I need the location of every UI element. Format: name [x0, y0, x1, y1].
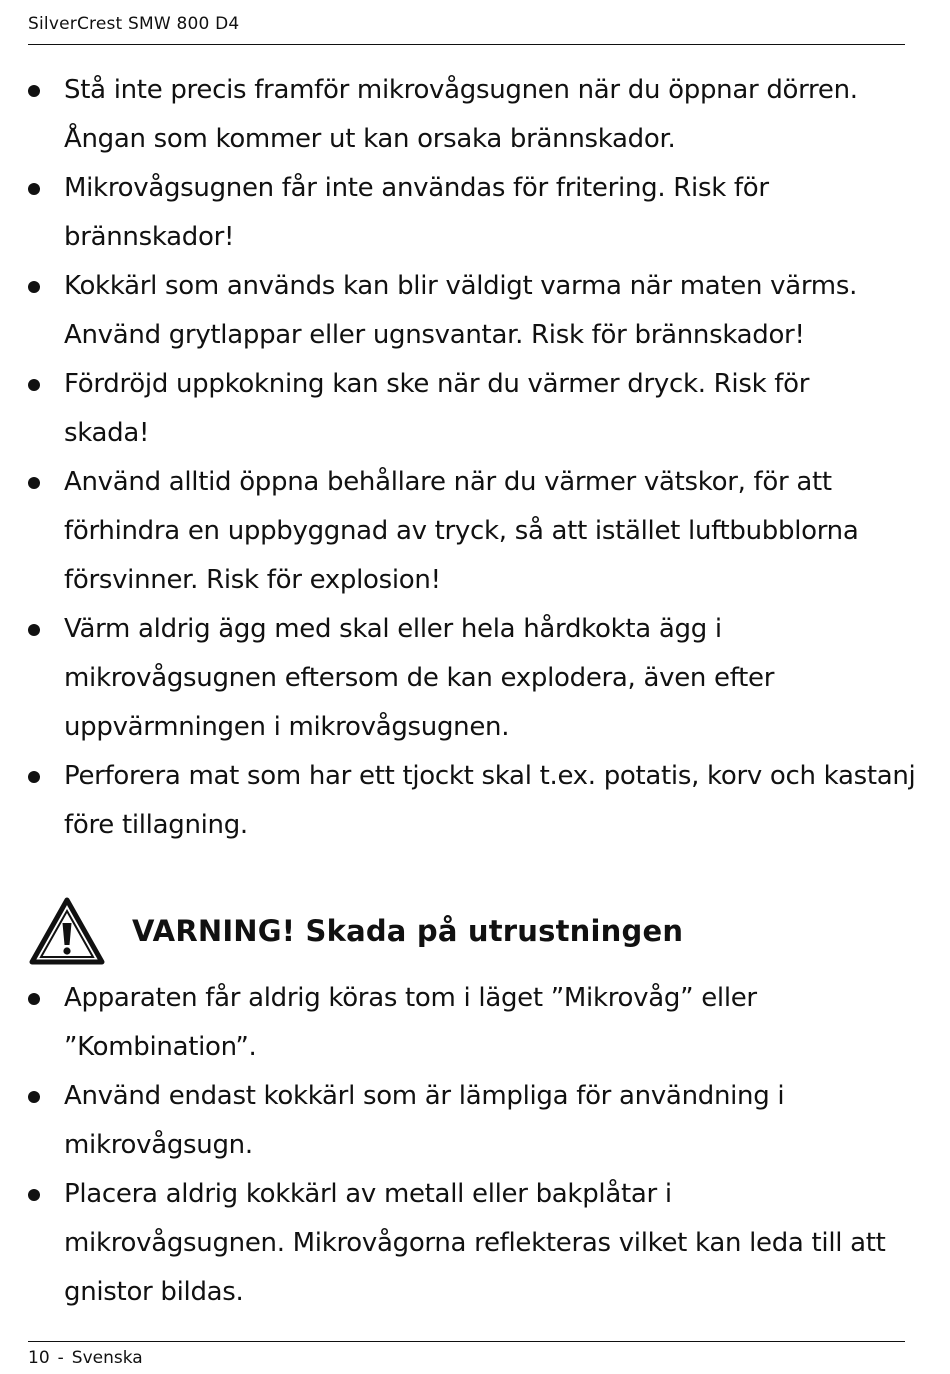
list-item-text: Fördröjd uppkokning kan ske när du värmer dryck. Risk för skada! [64, 369, 810, 448]
bullet-icon [28, 379, 40, 391]
list-item-text: Mikrovågsugnen får inte användas för fritering. Risk för brännskador! [64, 173, 769, 252]
bullet-icon [28, 1091, 40, 1103]
bullet-icon [28, 1189, 40, 1201]
page-number: 10 [28, 1348, 50, 1368]
bullet-icon [28, 183, 40, 195]
warning-triangle-icon [28, 896, 106, 966]
list-item-text: Kokkärl som används kan blir väldigt varma när maten värms. Använd grytlappar eller ugnsvantar. Risk för brännskador! [64, 271, 858, 350]
list-item [28, 1072, 918, 1170]
bullet-icon [28, 281, 40, 293]
footer-separator: - [57, 1348, 64, 1368]
list-item-text: Perforera mat som har ett tjockt skal t.ex. potatis, korv och kastanj före tillagning. [64, 761, 916, 840]
footer-language: Svenska [71, 1348, 143, 1368]
warning-title: VARNING! Skada på utrustningen [132, 914, 684, 948]
list-item [28, 458, 918, 605]
bullet-icon [28, 771, 40, 783]
list-item-text: Använd endast kokkärl som är lämpliga för användning i mikrovågsugn. [64, 1081, 785, 1160]
list-item [28, 605, 918, 752]
header-divider [28, 44, 905, 45]
list-item [28, 262, 918, 360]
page-footer [28, 1348, 143, 1368]
list-item [28, 66, 918, 164]
bullet-icon [28, 477, 40, 489]
list-item-text: Använd alltid öppna behållare när du värmer vätskor, för att förhindra en uppbyggnad av tryck, så att istället luftbubblorna försvinner. Risk för explosion! [64, 467, 859, 595]
list-item [28, 752, 918, 850]
bullet-icon [28, 993, 40, 1005]
list-item [28, 164, 918, 262]
bullet-icon [28, 85, 40, 97]
list-item-text: Stå inte precis framför mikrovågsugnen när du öppnar dörren. Ångan som kommer ut kan orsaka brännskador. [64, 75, 858, 154]
list-item [28, 360, 918, 458]
bullet-icon [28, 624, 40, 636]
page-header-title: SilverCrest SMW 800 D4 [28, 14, 240, 34]
list-item [28, 974, 918, 1072]
list-item-text: Placera aldrig kokkärl av metall eller bakplåtar i mikrovågsugnen. Mikrovågorna reflekteras vilket kan leda till att gnistor bildas. [64, 1179, 886, 1307]
list-item-text: Värm aldrig ägg med skal eller hela hårdkokta ägg i mikrovågsugnen eftersom de kan explodera, även efter uppvärmningen i mikrovågsugnen. [64, 614, 775, 742]
list-item [28, 1170, 918, 1317]
list-item-text: Apparaten får aldrig köras tom i läget ”Mikrovåg” eller ”Kombination”. [64, 983, 757, 1062]
equipment-list [28, 974, 918, 1317]
footer-divider [28, 1341, 905, 1342]
warning-heading [28, 896, 908, 968]
safety-list [28, 66, 918, 850]
